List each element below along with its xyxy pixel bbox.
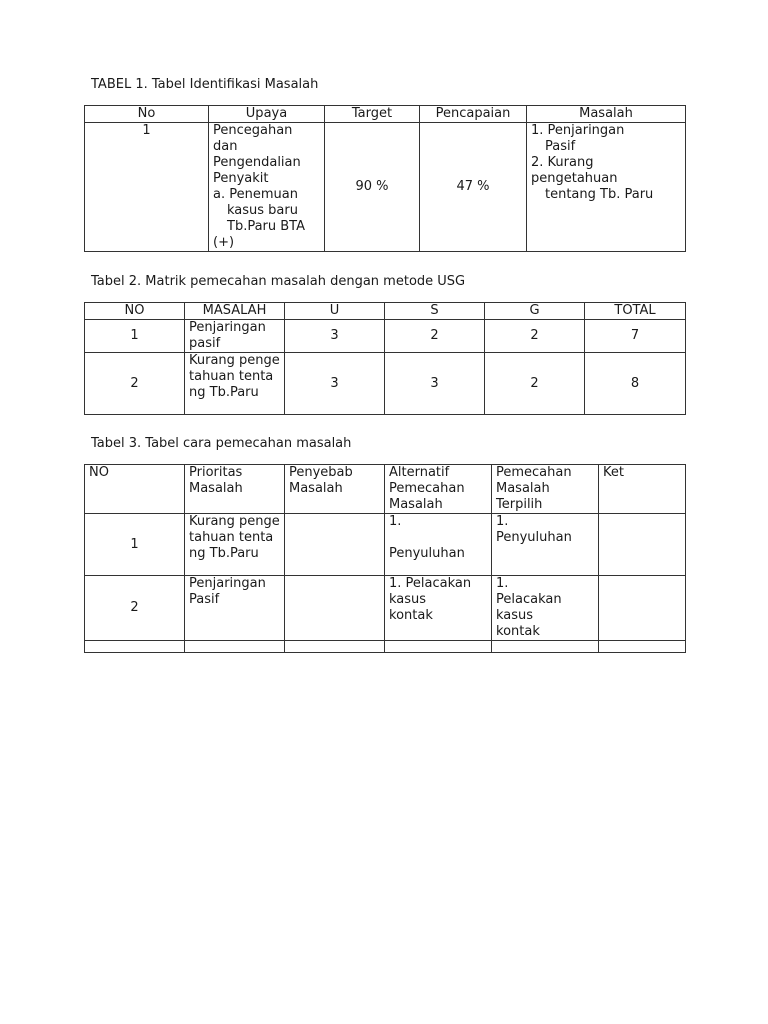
masalah-line: 2. Kurang bbox=[531, 155, 594, 170]
upaya-line: (+) bbox=[213, 235, 235, 250]
table2-header-g: G bbox=[485, 303, 585, 320]
table-row bbox=[85, 576, 686, 641]
table3-header-prioritas: Prioritas Masalah bbox=[185, 465, 285, 514]
table3-cell-ket bbox=[599, 576, 686, 641]
table3-cell-no: 2 bbox=[85, 576, 185, 641]
table2-cell-masalah: Penjaringan pasif bbox=[185, 320, 285, 353]
table-row bbox=[85, 353, 686, 415]
upaya-line: kasus baru bbox=[227, 203, 298, 218]
table3-header-no: NO bbox=[85, 465, 185, 514]
table-row-empty bbox=[85, 641, 686, 653]
problem-identification-table bbox=[84, 105, 686, 252]
table3-header-penyebab: Penyebab Masalah bbox=[285, 465, 385, 514]
table-row bbox=[85, 320, 686, 353]
table2-header-s: S bbox=[385, 303, 485, 320]
upaya-line: Pengendalian bbox=[213, 155, 301, 170]
table1-cell-masalah bbox=[527, 123, 686, 252]
table2-cell-total: 8 bbox=[585, 353, 686, 415]
upaya-line: Tb.Paru BTA bbox=[227, 219, 306, 234]
masalah-line: 1. Penjaringan bbox=[531, 123, 625, 138]
table2-cell-u: 3 bbox=[285, 320, 385, 353]
table3-cell-terpilih: 1. Pelacakan kasus kontak bbox=[492, 576, 599, 641]
table2-caption: Tabel 2. Matrik pemecahan masalah dengan metode USG bbox=[91, 274, 466, 289]
table1-cell-no: 1 bbox=[85, 123, 209, 252]
table2-header-row bbox=[85, 303, 686, 320]
table3-cell-penyebab bbox=[285, 514, 385, 576]
table3-header-ket: Ket bbox=[599, 465, 686, 514]
upaya-line: Pencegahan bbox=[213, 123, 293, 138]
table3-cell-prioritas: Penjaringan Pasif bbox=[185, 576, 285, 641]
table1-header-masalah: Masalah bbox=[527, 106, 686, 123]
table2-header-no: NO bbox=[85, 303, 185, 320]
empty-cell bbox=[492, 641, 599, 653]
table3-header-alternatif: Alternatif Pemecahan Masalah bbox=[385, 465, 492, 514]
table2-cell-g: 2 bbox=[485, 320, 585, 353]
table-row bbox=[85, 514, 686, 576]
table3-cell-ket bbox=[599, 514, 686, 576]
table3-cell-alternatif: 1. Pelacakan kasus kontak bbox=[385, 576, 492, 641]
table1-header-pencapaian: Pencapaian bbox=[420, 106, 527, 123]
table2-cell-total: 7 bbox=[585, 320, 686, 353]
table1-cell-upaya bbox=[209, 123, 325, 252]
table2-cell-s: 3 bbox=[385, 353, 485, 415]
empty-cell bbox=[599, 641, 686, 653]
table2-header-total: TOTAL bbox=[585, 303, 686, 320]
masalah-line: Pasif bbox=[545, 139, 576, 154]
table2-cell-masalah: Kurang pengetahuan tentang Tb.Paru bbox=[185, 353, 285, 415]
table3-cell-no: 1 bbox=[85, 514, 185, 576]
table1-caption: TABEL 1. Tabel Identifikasi Masalah bbox=[91, 77, 319, 92]
table1-header-target: Target bbox=[325, 106, 420, 123]
table2-header-masalah: MASALAH bbox=[185, 303, 285, 320]
table2-header-u: U bbox=[285, 303, 385, 320]
usg-matrix-table bbox=[84, 302, 686, 415]
table2-cell-u: 3 bbox=[285, 353, 385, 415]
table1-cell-pencapaian: 47 % bbox=[420, 123, 527, 252]
table3-header-terpilih: Pemecahan Masalah Terpilih bbox=[492, 465, 599, 514]
empty-cell bbox=[385, 641, 492, 653]
table3-cell-penyebab bbox=[285, 576, 385, 641]
table2-cell-g: 2 bbox=[485, 353, 585, 415]
empty-cell bbox=[285, 641, 385, 653]
empty-cell bbox=[85, 641, 185, 653]
problem-solving-table bbox=[84, 464, 686, 653]
empty-cell bbox=[185, 641, 285, 653]
table1-header-row bbox=[85, 106, 686, 123]
table2-cell-no: 1 bbox=[85, 320, 185, 353]
table-row bbox=[85, 123, 686, 252]
table1-cell-target: 90 % bbox=[325, 123, 420, 252]
table3-header-row bbox=[85, 465, 686, 514]
table3-cell-prioritas: Kurang pengetahuan tentang Tb.Paru bbox=[185, 514, 285, 576]
table3-cell-terpilih: 1. Penyuluhan bbox=[492, 514, 599, 576]
upaya-line: dan bbox=[213, 139, 238, 154]
masalah-line: tentang Tb. Paru bbox=[545, 187, 654, 202]
table2-cell-s: 2 bbox=[385, 320, 485, 353]
table3-caption: Tabel 3. Tabel cara pemecahan masalah bbox=[91, 436, 352, 451]
upaya-line: a. Penemuan bbox=[213, 187, 298, 202]
upaya-line: Penyakit bbox=[213, 171, 269, 186]
masalah-line: pengetahuan bbox=[531, 171, 618, 186]
table2-cell-no: 2 bbox=[85, 353, 185, 415]
table1-header-no: No bbox=[85, 106, 209, 123]
table1-header-upaya: Upaya bbox=[209, 106, 325, 123]
table3-cell-alternatif: 1. Penyuluhan bbox=[385, 514, 492, 576]
